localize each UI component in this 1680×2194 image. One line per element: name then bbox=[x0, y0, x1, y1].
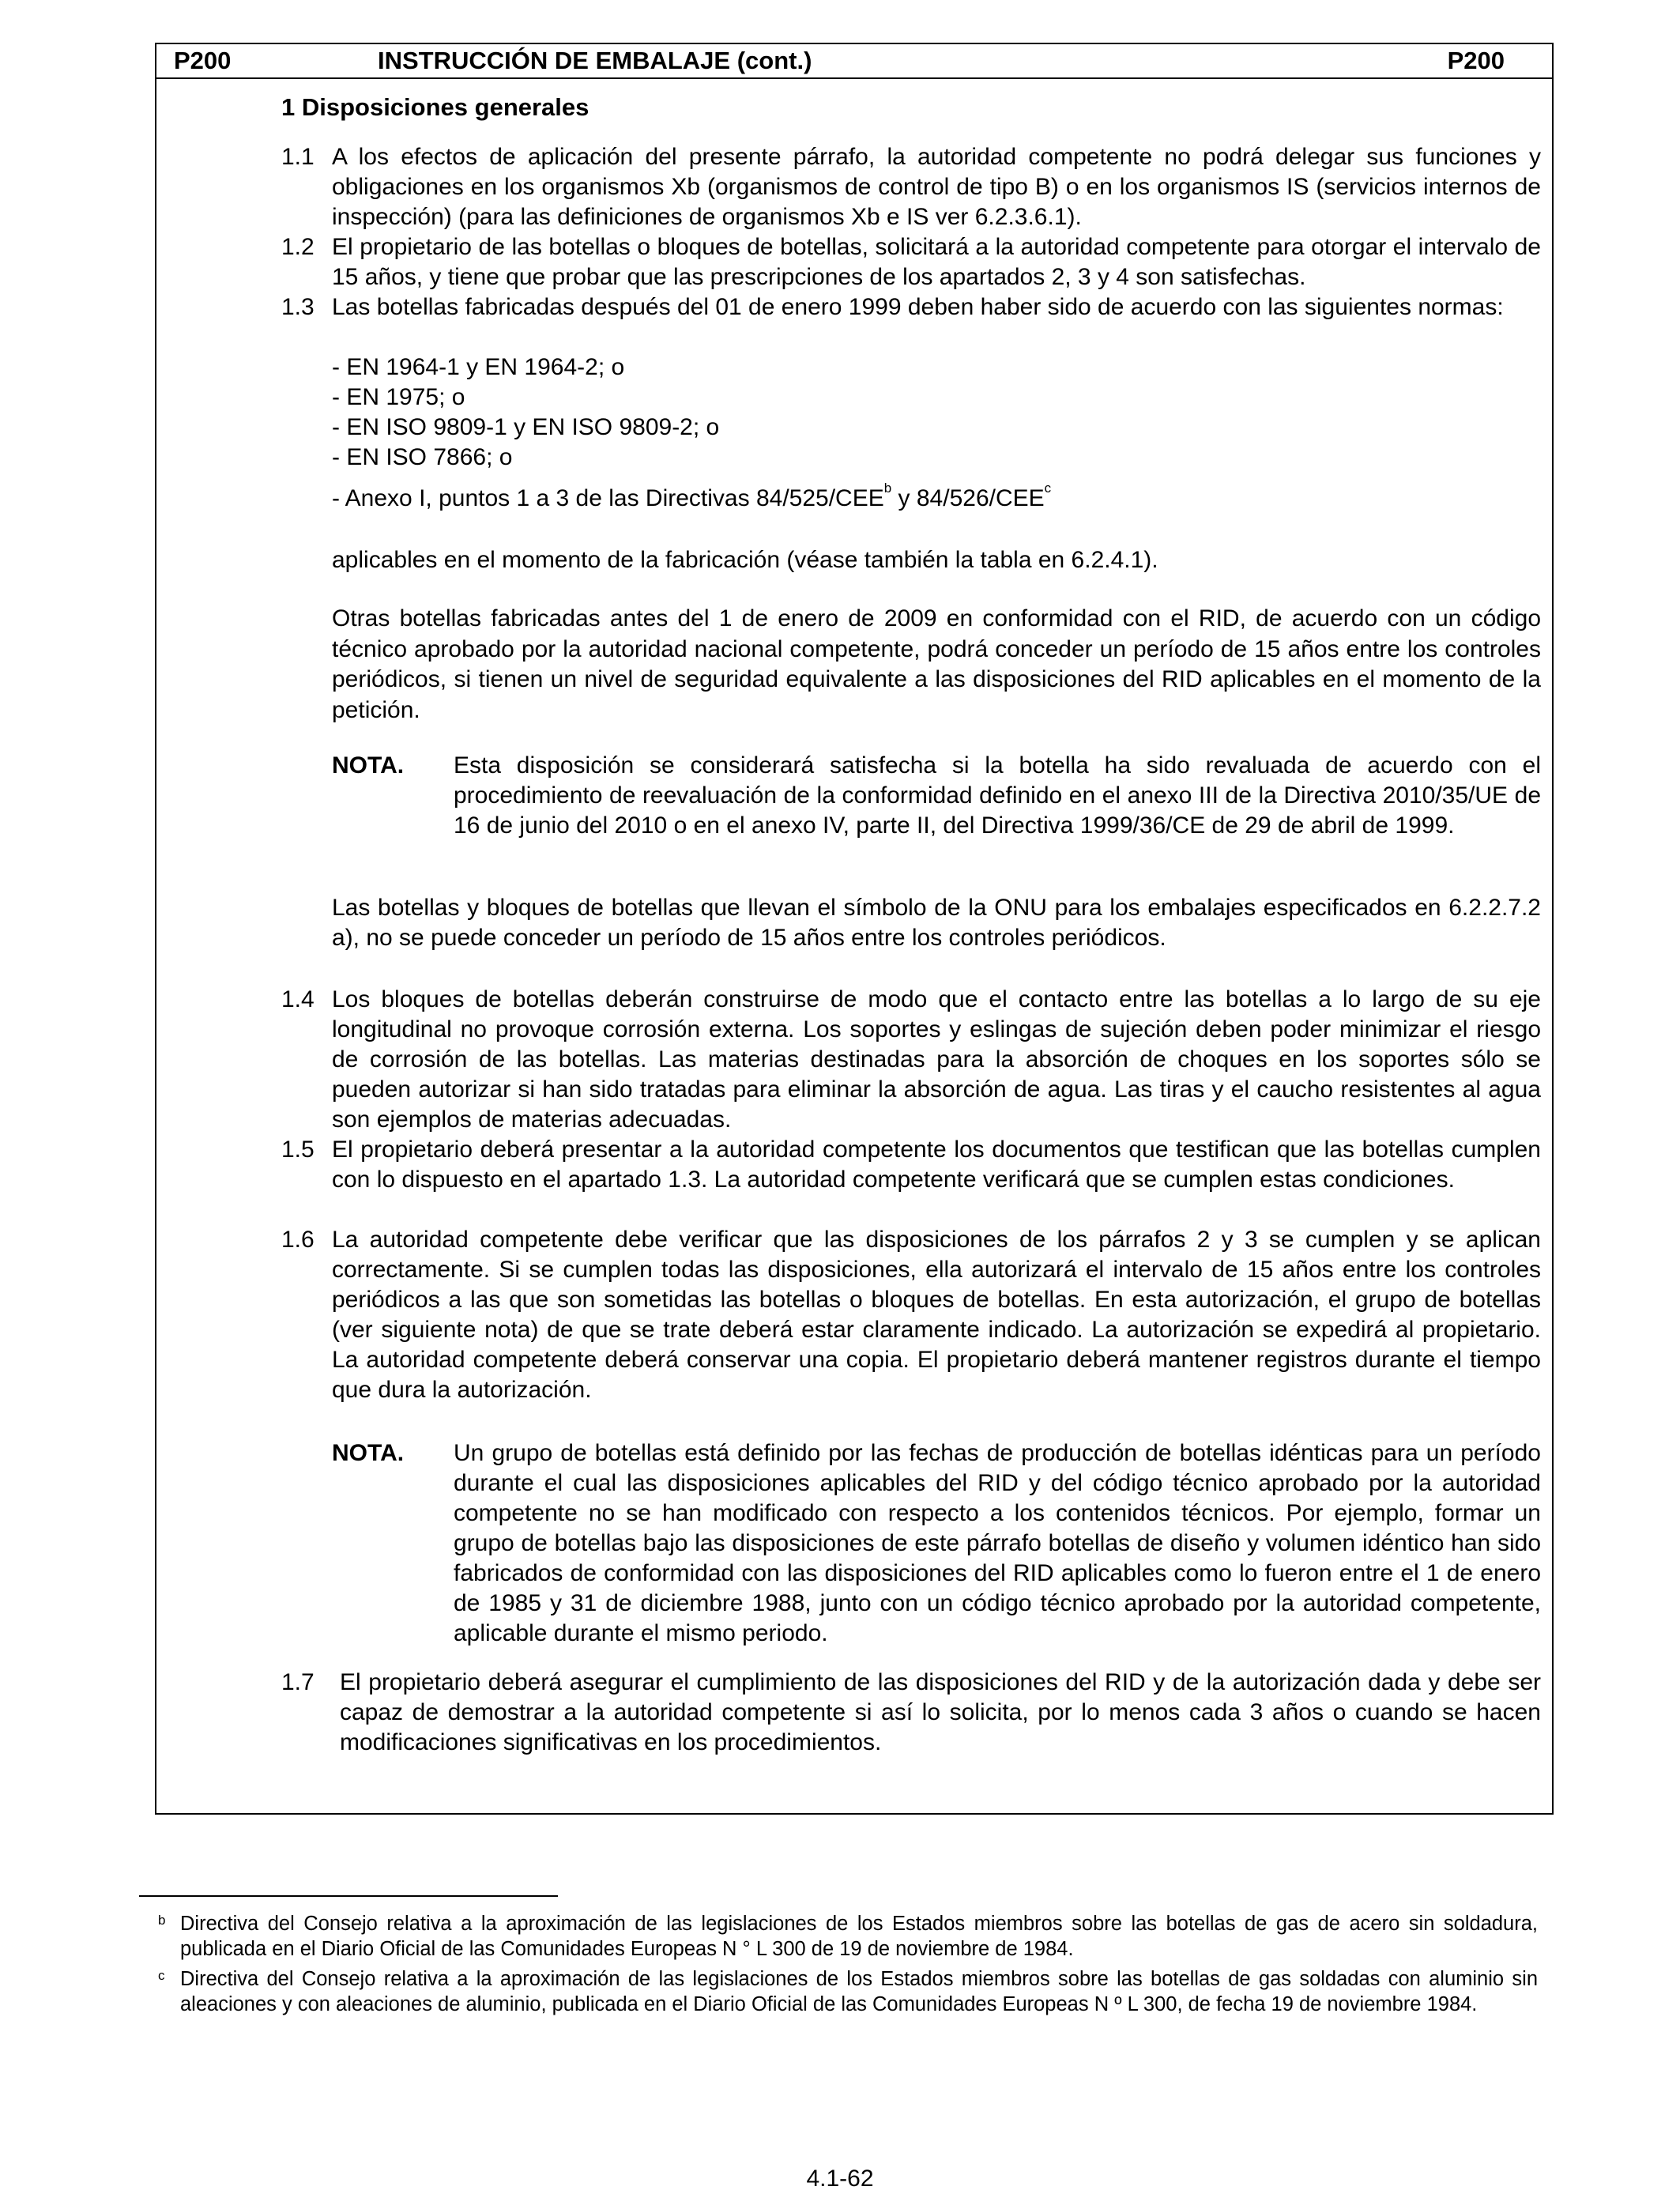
paragraph-number: 1.4 bbox=[281, 986, 315, 1012]
paragraph-number: 1.7 bbox=[281, 1669, 315, 1695]
paragraph-text: La autoridad competente debe verificar que las disposiciones de los párrafos 2 y 3 se cumplen y se aplican correctamente. Si se cumplen todas las disposiciones, ella autorizará el intervalo de 15 años entre los controles periódicos a las que son sometidas las botellas o bloques de botellas. En esta autorización, el grupo de botellas (ver siguiente nota) de que se trate deberá estar claramente indicado. La autorización se expedirá al propietario. La autoridad competente deberá conservar una copia. El propietario deberá mantener registros durante el tiempo que dura la autorización. bbox=[332, 1227, 1541, 1403]
footnote-ref-c: c bbox=[1044, 481, 1052, 496]
instruction-header bbox=[156, 44, 1552, 79]
other-bottles-paragraph: Otras botellas fabricadas antes del 1 de enero de 2009 en conformidad con el RID, de acuerdo con un código técnico aprobado por la autoridad nacional competente, podrá conceder un período de 15 años entre los controles periódicos, si tienen un nivel de seguridad equivalente a las disposiciones del RID aplicables en el momento de la petición. bbox=[332, 605, 1541, 723]
footnote-text: Directiva del Consejo relativa a la aproximación de las legislaciones de los Estados miembros sobre las botellas de gas soldadas con aluminio sin aleaciones y con aleaciones de aluminio, publicada en el Diario Oficial de las Comunidades Europeas N º L 300, de fecha 19 de noviembre 1984. bbox=[180, 1968, 1538, 2015]
annex-text-2: y 84/526/CEE bbox=[891, 485, 1045, 511]
paragraph-number: 1.2 bbox=[281, 234, 315, 260]
footnote-mark: c bbox=[158, 1968, 165, 1983]
note-text: Un grupo de botellas está definido por las fechas de producción de botellas idénticas para un período durante el cual las disposiciones aplicables del RID y del código técnico aprobado por la autoridad competente no se han modificado con respecto a los contenidos técnicos. Por ejemplo, formar un grupo de botellas bajo las disposiciones de este párrafo botellas de diseño y volumen idéntico han sido fabricados de conformidad con las disposiciones del RID aplicables como lo fueron entre el 1 de enero de 1985 y 31 de diciembre 1988, junto con un código técnico aprobado por la autoridad competente, aplicable durante el mismo periodo. bbox=[454, 1440, 1541, 1646]
paragraph-text: A los efectos de aplicación del presente párrafo, la autoridad competente no podrá delegar sus funciones y obligaciones en los organismos Xb (organismos de control de tipo B) o en los organismos IS (servicios internos de inspección) (para las definiciones de organismos Xb e IS ver 6.2.3.6.1). bbox=[332, 144, 1541, 230]
footnote-text: Directiva del Consejo relativa a la aproximación de las legislaciones de los Estados miembros sobre las botellas de gas de acero sin soldadura, publicada en el Diario Oficial de las Comunidades Europeas N ° L 300 de 19 de noviembre de 1984. bbox=[180, 1913, 1538, 1960]
paragraph-number: 1.3 bbox=[281, 294, 315, 320]
paragraph-text: Las botellas fabricadas después del 01 de enero 1999 deben haber sido de acuerdo con las siguientes normas: bbox=[332, 294, 1504, 320]
header-title: INSTRUCCIÓN DE EMBALAJE (cont.) bbox=[378, 47, 812, 74]
note-label: NOTA. bbox=[332, 1440, 405, 1466]
note-text: Esta disposición se considerará satisfecha si la botella ha sido revaluada de acuerdo con el procedimiento de reevaluación de la conformidad definido en el anexo III de la Directiva 2010/35/UE de 16 de junio del 2010 o en el anexo IV, parte II, del Directiva 1999/36/CE de 29 de abril de 1999. bbox=[454, 752, 1541, 839]
standard-item: - EN 1975; o bbox=[332, 384, 465, 410]
paragraph-number: 1.6 bbox=[281, 1227, 315, 1253]
paragraph-number: 1.5 bbox=[281, 1137, 315, 1163]
page-number: 4.1-62 bbox=[806, 2166, 874, 2192]
standard-item: - EN ISO 9809-1 y EN ISO 9809-2; o bbox=[332, 414, 720, 440]
standard-item: - EN 1964-1 y EN 1964-2; o bbox=[332, 354, 625, 380]
annex-line bbox=[332, 481, 1541, 514]
paragraph-number: 1.1 bbox=[281, 144, 315, 170]
standard-item: - EN ISO 7866; o bbox=[332, 444, 513, 470]
footnote-separator bbox=[139, 1895, 558, 1897]
annex-text: - Anexo I, puntos 1 a 3 de las Directivas 84/525/CEE bbox=[332, 485, 884, 511]
header-code-left: P200 bbox=[174, 47, 232, 74]
paragraph-text: Los bloques de botellas deberán construirse de modo que el contacto entre las botellas a lo largo de su eje longitudinal no provoque corrosión externa. Los soportes y eslingas de sujeción deben poder minimizar el riesgo de corrosión de las botellas. Las materias destinadas para la absorción de choques en los soportes sólo se pueden autorizar si han sido tratadas para eliminar la absorción de agua. Las tiras y el caucho resistentes al agua son ejemplos de materias adecuadas. bbox=[332, 986, 1541, 1133]
header-code-right: P200 bbox=[1447, 47, 1505, 74]
standards-list bbox=[332, 352, 1541, 473]
paragraph-text: El propietario deberá presentar a la autoridad competente los documentos que testifican que las botellas cumplen con lo dispuesto en el apartado 1.3. La autoridad competente verificará que se cumplen estas condiciones. bbox=[332, 1137, 1541, 1193]
applicable-note: aplicables en el momento de la fabricación (véase también la tabla en 6.2.4.1). bbox=[332, 547, 1158, 573]
paragraph-text: El propietario deberá asegurar el cumplimiento de las disposiciones del RID y de la autorización dada y debe ser capaz de demostrar a la autoridad competente si así lo solicita, por lo menos cada 3 años o cuando se hacen modificaciones significativas en los procedimientos. bbox=[340, 1669, 1541, 1755]
section-title: 1 Disposiciones generales bbox=[281, 93, 590, 121]
footnote-ref-b: b bbox=[883, 481, 892, 496]
footnote-mark: b bbox=[158, 1913, 166, 1928]
un-symbol-paragraph: Las botellas y bloques de botellas que llevan el símbolo de la ONU para los embalajes especificados en 6.2.2.7.2 a), no se puede conceder un período de 15 años entre los controles periódicos. bbox=[332, 895, 1541, 951]
paragraph-text: El propietario de las botellas o bloques de botellas, solicitará a la autoridad competente para otorgar el intervalo de 15 años, y tiene que probar que las prescripciones de los apartados 2, 3 y 4 son satisfechas. bbox=[332, 234, 1541, 290]
note-label: NOTA. bbox=[332, 752, 405, 778]
